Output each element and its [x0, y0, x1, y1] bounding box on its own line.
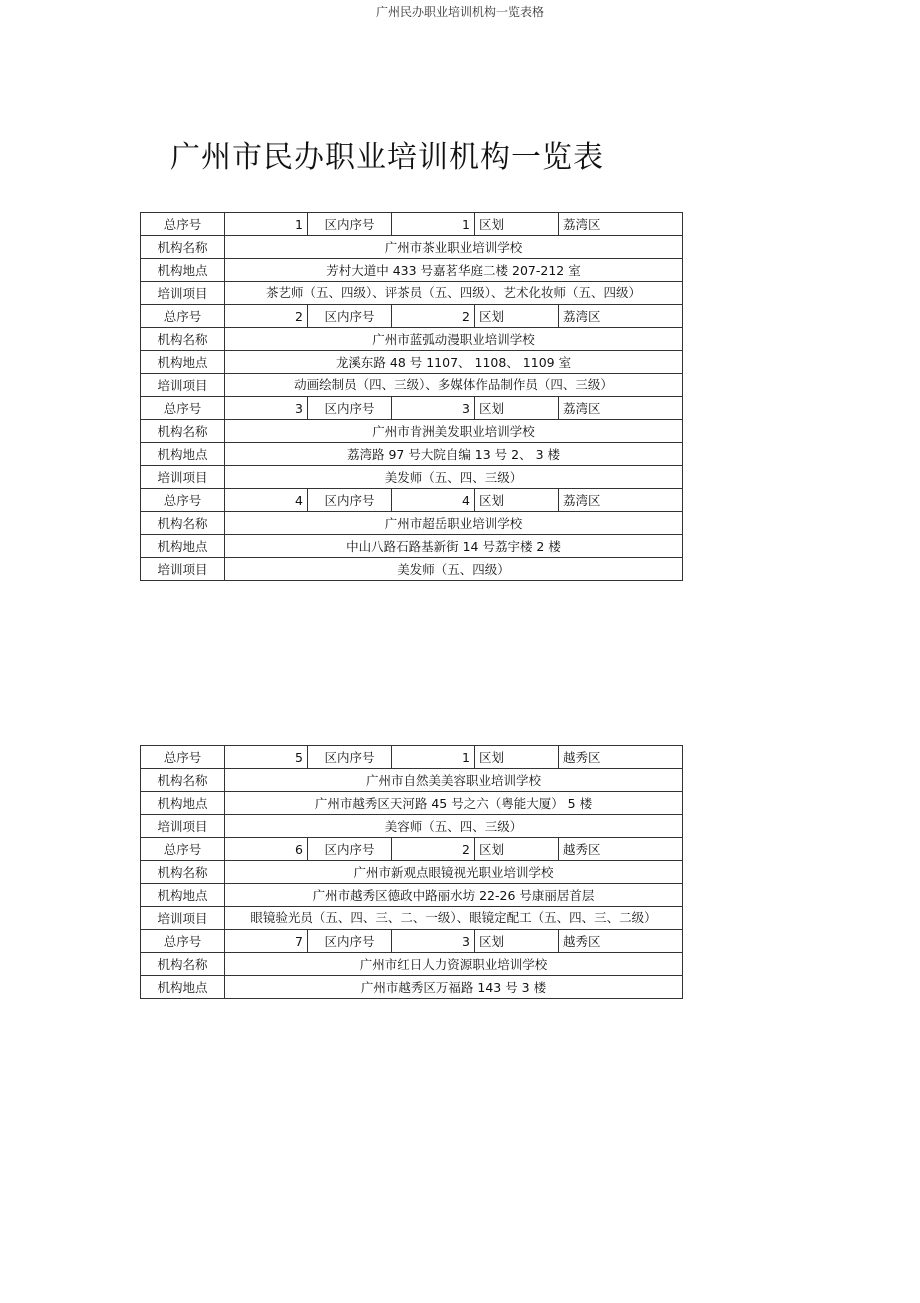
programs-value: 眼镜验光员（五、四、三、二、一级）、眼镜定配工（五、四、三、二级）	[225, 907, 683, 930]
total-no-value: 1	[225, 213, 308, 236]
district-no-label: 区内序号	[308, 930, 392, 953]
district-value: 荔湾区	[559, 489, 683, 512]
programs-label: 培训项目	[141, 558, 225, 581]
district-value: 越秀区	[559, 838, 683, 861]
address-value: 广州市越秀区天河路 45 号之六（粤能大厦） 5 楼	[225, 792, 683, 815]
address-label: 机构地点	[141, 443, 225, 466]
address-value: 广州市越秀区万福路 143 号 3 楼	[225, 976, 683, 999]
total-no-label: 总序号	[141, 213, 225, 236]
district-label: 区划	[475, 213, 559, 236]
table-row	[141, 815, 683, 838]
district-no-value: 1	[392, 746, 475, 769]
table-row	[141, 535, 683, 558]
district-label: 区划	[475, 305, 559, 328]
table-row	[141, 397, 683, 420]
table-row	[141, 930, 683, 953]
table-row	[141, 305, 683, 328]
programs-value: 美容师（五、四、三级）	[225, 815, 683, 838]
total-no-value: 6	[225, 838, 308, 861]
name-value: 广州市自然美美容职业培训学校	[225, 769, 683, 792]
name-value: 广州市蓝弧动漫职业培训学校	[225, 328, 683, 351]
institution-table-1	[140, 212, 683, 581]
name-label: 机构名称	[141, 512, 225, 535]
district-no-value: 2	[392, 305, 475, 328]
total-no-value: 2	[225, 305, 308, 328]
district-label: 区划	[475, 397, 559, 420]
district-no-label: 区内序号	[308, 213, 392, 236]
district-label: 区划	[475, 746, 559, 769]
district-value: 越秀区	[559, 930, 683, 953]
programs-label: 培训项目	[141, 282, 225, 305]
district-value: 荔湾区	[559, 305, 683, 328]
total-no-label: 总序号	[141, 930, 225, 953]
name-label: 机构名称	[141, 953, 225, 976]
district-value: 荔湾区	[559, 397, 683, 420]
table-row	[141, 236, 683, 259]
table-row	[141, 838, 683, 861]
address-value: 广州市越秀区德政中路丽水坊 22-26 号康丽居首层	[225, 884, 683, 907]
total-no-label: 总序号	[141, 397, 225, 420]
programs-value: 美发师（五、四级）	[225, 558, 683, 581]
table-row	[141, 884, 683, 907]
address-value: 芳村大道中 433 号嘉茗华庭二楼 207-212 室	[225, 259, 683, 282]
district-no-label: 区内序号	[308, 305, 392, 328]
total-no-label: 总序号	[141, 746, 225, 769]
programs-label: 培训项目	[141, 815, 225, 838]
district-label: 区划	[475, 838, 559, 861]
address-label: 机构地点	[141, 792, 225, 815]
name-label: 机构名称	[141, 236, 225, 259]
district-no-value: 3	[392, 397, 475, 420]
name-label: 机构名称	[141, 769, 225, 792]
address-label: 机构地点	[141, 259, 225, 282]
district-label: 区划	[475, 489, 559, 512]
district-value: 越秀区	[559, 746, 683, 769]
institution-table-2	[140, 745, 683, 999]
district-no-label: 区内序号	[308, 746, 392, 769]
total-no-value: 5	[225, 746, 308, 769]
total-no-value: 4	[225, 489, 308, 512]
total-no-label: 总序号	[141, 489, 225, 512]
total-no-value: 7	[225, 930, 308, 953]
district-label: 区划	[475, 930, 559, 953]
address-value: 龙溪东路 48 号 1107、 1108、 1109 室	[225, 351, 683, 374]
table-row	[141, 213, 683, 236]
name-label: 机构名称	[141, 420, 225, 443]
total-no-value: 3	[225, 397, 308, 420]
name-value: 广州市肯洲美发职业培训学校	[225, 420, 683, 443]
page-title: 广州市民办职业培训机构一览表	[170, 140, 604, 175]
address-value: 荔湾路 97 号大院自编 13 号 2、 3 楼	[225, 443, 683, 466]
total-no-label: 总序号	[141, 838, 225, 861]
programs-value: 美发师（五、四、三级）	[225, 466, 683, 489]
table-row	[141, 466, 683, 489]
address-label: 机构地点	[141, 535, 225, 558]
table-row	[141, 328, 683, 351]
name-label: 机构名称	[141, 861, 225, 884]
table-row	[141, 351, 683, 374]
table-row	[141, 558, 683, 581]
district-no-label: 区内序号	[308, 397, 392, 420]
table-row	[141, 259, 683, 282]
name-label: 机构名称	[141, 328, 225, 351]
address-value: 中山八路石路基新街 14 号荔宇楼 2 楼	[225, 535, 683, 558]
table-row	[141, 374, 683, 397]
address-label: 机构地点	[141, 976, 225, 999]
table-row	[141, 976, 683, 999]
table-row	[141, 443, 683, 466]
district-value: 荔湾区	[559, 213, 683, 236]
name-value: 广州市新观点眼镜视光职业培训学校	[225, 861, 683, 884]
name-value: 广州市超岳职业培训学校	[225, 512, 683, 535]
table-row	[141, 907, 683, 930]
table-row	[141, 769, 683, 792]
table-row	[141, 953, 683, 976]
address-label: 机构地点	[141, 351, 225, 374]
total-no-label: 总序号	[141, 305, 225, 328]
programs-value: 茶艺师（五、四级）、评茶员（五、四级）、艺术化妆师（五、四级）	[225, 282, 683, 305]
running-header: 广州民办职业培训机构一览表格	[375, 5, 544, 19]
table-row	[141, 792, 683, 815]
table-row	[141, 489, 683, 512]
address-label: 机构地点	[141, 884, 225, 907]
name-value: 广州市茶业职业培训学校	[225, 236, 683, 259]
table-row	[141, 746, 683, 769]
district-no-label: 区内序号	[308, 838, 392, 861]
programs-label: 培训项目	[141, 374, 225, 397]
district-no-label: 区内序号	[308, 489, 392, 512]
table-row	[141, 420, 683, 443]
district-no-value: 4	[392, 489, 475, 512]
district-no-value: 1	[392, 213, 475, 236]
table-row	[141, 282, 683, 305]
name-value: 广州市红日人力资源职业培训学校	[225, 953, 683, 976]
programs-label: 培训项目	[141, 466, 225, 489]
district-no-value: 2	[392, 838, 475, 861]
district-no-value: 3	[392, 930, 475, 953]
table-row	[141, 512, 683, 535]
programs-value: 动画绘制员（四、三级）、多媒体作品制作员（四、三级）	[225, 374, 683, 397]
table-row	[141, 861, 683, 884]
programs-label: 培训项目	[141, 907, 225, 930]
